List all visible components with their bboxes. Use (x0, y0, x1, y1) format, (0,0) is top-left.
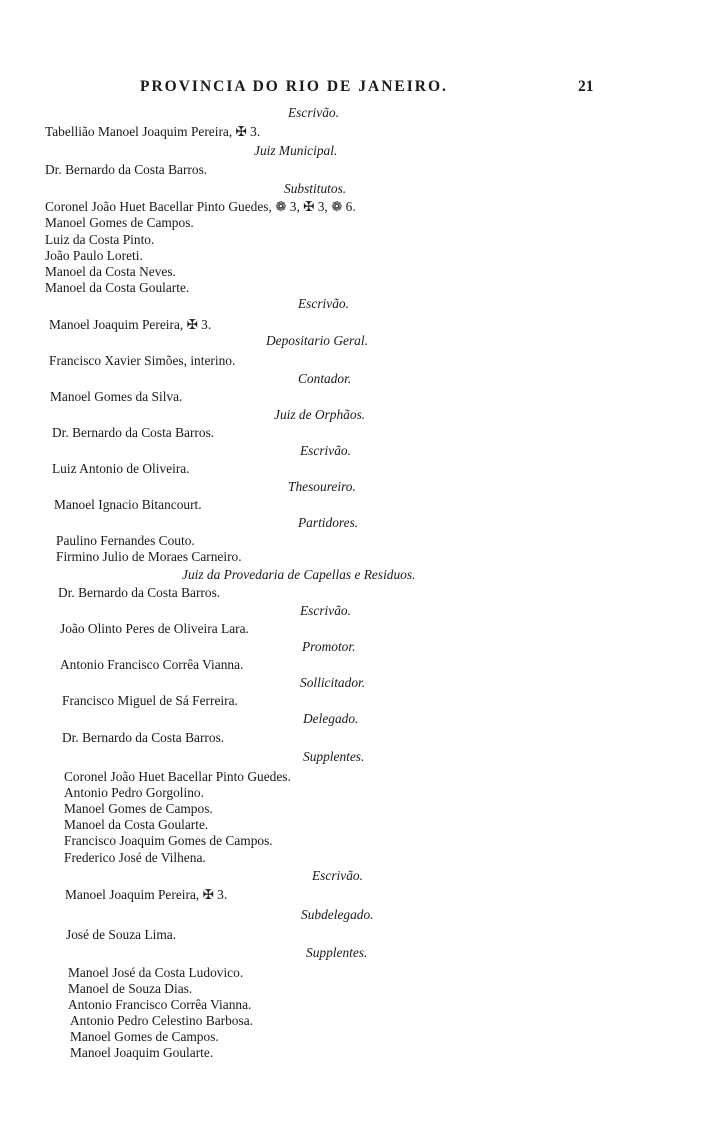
name-entry: Manoel Ignacio Bitancourt. (54, 497, 202, 512)
name-entry: José de Souza Lima. (66, 927, 177, 942)
name-entry: Coronel João Huet Bacellar Pinto Guedes. (64, 769, 291, 784)
section-heading: Supplentes. (306, 945, 368, 960)
name-entry: Manoel Joaquim Pereira, ✠ 3. (65, 887, 228, 902)
name-entry: Manoel Joaquim Goularte. (70, 1045, 214, 1060)
name-entry: Manoel da Costa Goularte. (45, 280, 190, 295)
section-heading: Subdelegado. (301, 907, 374, 922)
section-heading: Partidores. (298, 515, 359, 530)
section-heading: Sollicitador. (300, 675, 366, 690)
name-entry: Manoel da Costa Neves. (45, 264, 176, 279)
name-entry: Tabellião Manoel Joaquim Pereira, ✠ 3. (45, 124, 261, 139)
section-heading: Depositario Geral. (266, 333, 368, 348)
section-heading: Substitutos. (284, 181, 347, 196)
name-entry: João Paulo Loreti. (45, 248, 143, 263)
section-heading: Escrivão. (300, 443, 351, 458)
name-entry: Francisco Joaquim Gomes de Campos. (64, 833, 273, 848)
section-heading: Escrivão. (298, 296, 349, 311)
name-entry: Manoel Joaquim Pereira, ✠ 3. (49, 317, 212, 332)
name-entry: Dr. Bernardo da Costa Barros. (62, 730, 225, 745)
section-heading: Escrivão. (288, 105, 339, 120)
section-heading: Supplentes. (303, 749, 365, 764)
name-entry: Dr. Bernardo da Costa Barros. (58, 585, 221, 600)
name-entry: Antonio Francisco Corrêa Vianna. (60, 657, 244, 672)
name-entry: Luiz da Costa Pinto. (45, 232, 155, 247)
section-heading: Delegado. (303, 711, 359, 726)
name-entry: Manoel Gomes de Campos. (45, 215, 194, 230)
name-entry: Manoel Gomes de Campos. (64, 801, 213, 816)
name-entry: Francisco Xavier Simões, interino. (49, 353, 236, 368)
name-entry: Dr. Bernardo da Costa Barros. (45, 162, 208, 177)
section-heading: Escrivão. (300, 603, 351, 618)
section-heading: Juiz de Orphãos. (274, 407, 366, 422)
name-entry: Antonio Pedro Gorgolino. (64, 785, 204, 800)
name-entry: Francisco Miguel de Sá Ferreira. (62, 693, 238, 708)
page-header-title: PROVINCIA DO RIO DE JANEIRO. (140, 78, 448, 95)
section-heading: Juiz Municipal. (254, 143, 338, 158)
section-heading: Thesoureiro. (288, 479, 356, 494)
name-entry: Firmino Julio de Moraes Carneiro. (56, 549, 242, 564)
name-entry: Frederico José de Vilhena. (64, 850, 206, 865)
name-entry: Manoel de Souza Dias. (68, 981, 193, 996)
name-entry: Antonio Francisco Corrêa Vianna. (68, 997, 252, 1012)
name-entry: Manoel da Costa Goularte. (64, 817, 209, 832)
name-entry: Manoel Gomes da Silva. (50, 389, 183, 404)
name-entry: Coronel João Huet Bacellar Pinto Guedes, ❁ 3, ✠ 3, ❁ 6. (45, 199, 356, 214)
section-heading: Juiz da Provedaria de Capellas e Residuos. (182, 567, 416, 582)
name-entry: Antonio Pedro Celestino Barbosa. (70, 1013, 253, 1028)
name-entry: Luiz Antonio de Oliveira. (52, 461, 190, 476)
section-heading: Escrivão. (312, 868, 363, 883)
section-heading: Promotor. (302, 639, 356, 654)
name-entry: Paulino Fernandes Couto. (56, 533, 195, 548)
name-entry: Manoel Gomes de Campos. (70, 1029, 219, 1044)
page-number: 21 (578, 78, 594, 95)
section-heading: Contador. (298, 371, 352, 386)
name-entry: Manoel José da Costa Ludovico. (68, 965, 244, 980)
name-entry: João Olinto Peres de Oliveira Lara. (60, 621, 249, 636)
name-entry: Dr. Bernardo da Costa Barros. (52, 425, 215, 440)
